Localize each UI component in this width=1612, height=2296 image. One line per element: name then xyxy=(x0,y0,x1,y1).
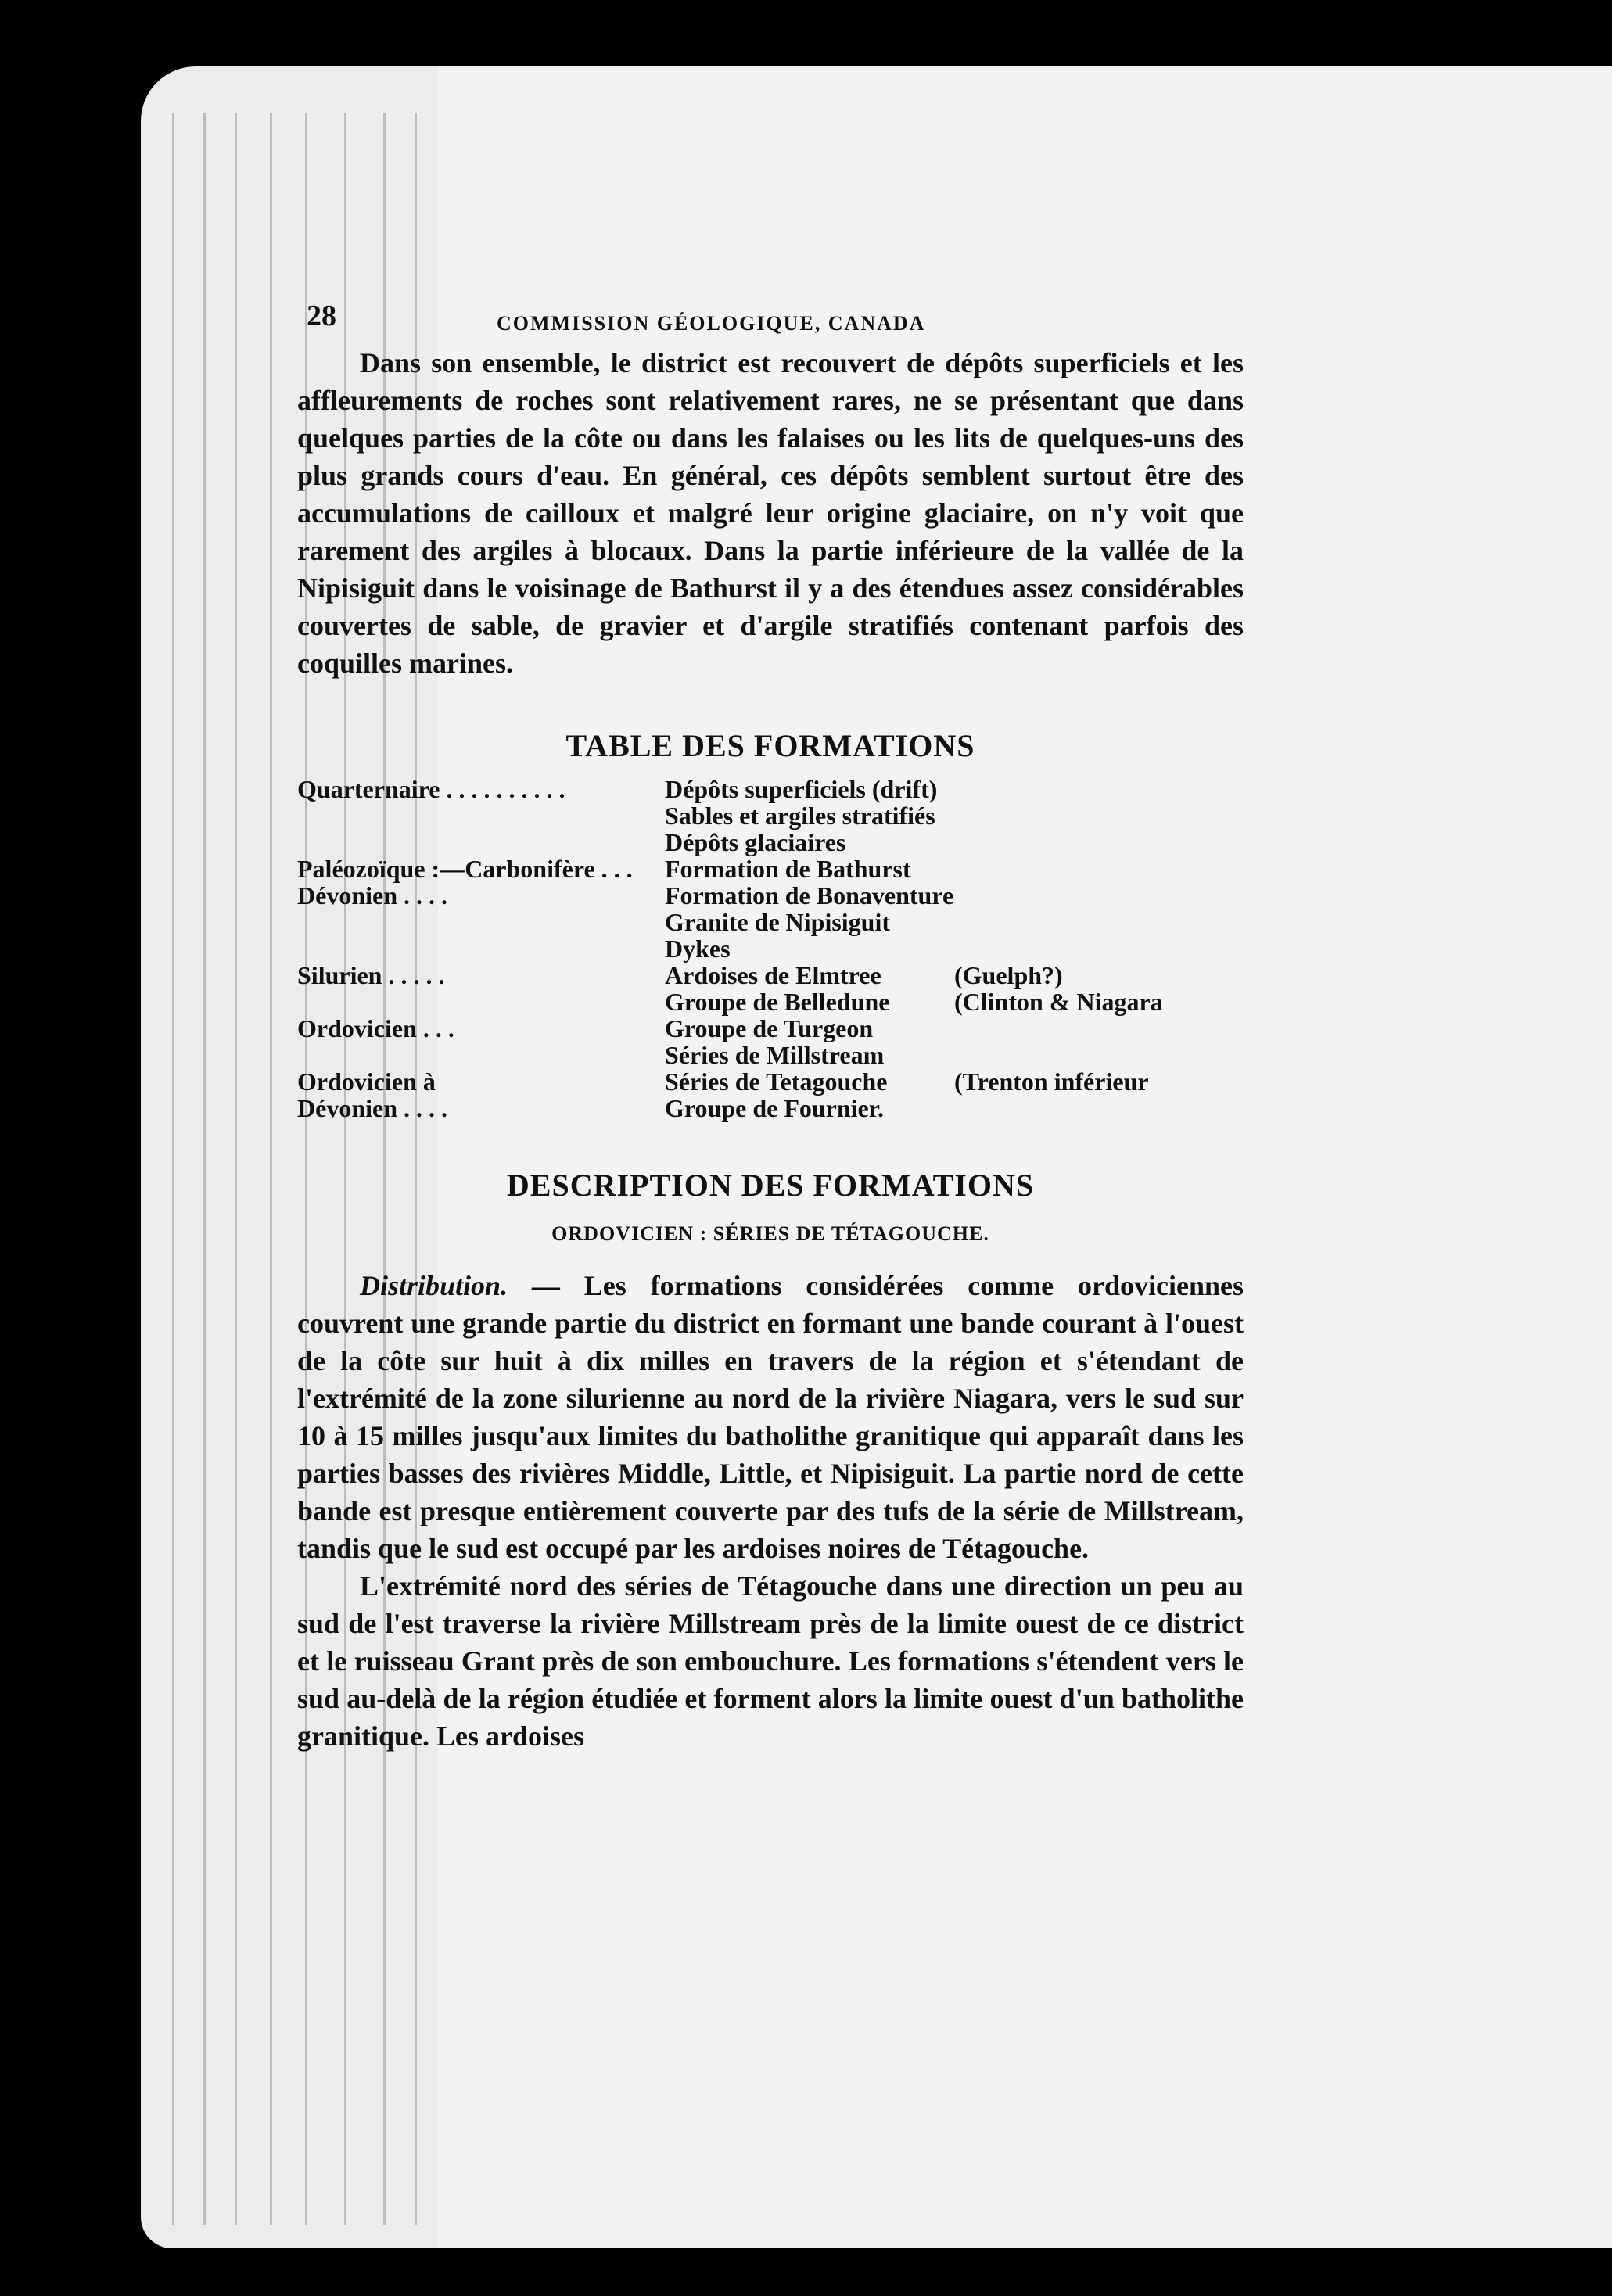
formation-correlation xyxy=(954,935,1163,962)
formation-correlation xyxy=(954,1042,1163,1068)
formations-table xyxy=(297,776,1163,1121)
formation-period: Paléozoïque :—Carbonifère . . . xyxy=(297,855,633,883)
formation-name: Groupe de Fournier. xyxy=(665,1094,885,1122)
formation-name: Groupe de Turgeon xyxy=(665,1014,874,1042)
formation-name: Formation de Bonaventure xyxy=(665,881,954,909)
formation-period xyxy=(297,935,665,962)
table-row xyxy=(297,776,1163,802)
description-subtitle: ORDOVICIEN : SÉRIES DE TÉTAGOUCHE. xyxy=(551,1222,989,1245)
formation-correlation xyxy=(954,909,1163,935)
table-row xyxy=(297,1095,1163,1121)
table-row xyxy=(297,962,1163,988)
formation-name: Séries de Millstream xyxy=(665,1041,885,1069)
formation-period: Silurien . . . . . xyxy=(297,961,445,989)
table-row xyxy=(297,988,1163,1015)
table-title: TABLE DES FORMATIONS xyxy=(565,728,975,763)
formation-name: Ardoises de Elmtree xyxy=(665,961,881,989)
running-title: COMMISSION GÉOLOGIQUE, CANADA xyxy=(497,312,926,335)
page-content xyxy=(297,289,1244,1755)
formation-correlation xyxy=(954,829,1163,856)
formation-name: Groupe de Belledune xyxy=(665,988,890,1016)
intro-paragraph: Dans son ensemble, le district est recouvert de dépôts superficiels et les affleurements de roches sont relativement rares, ne se présentant que dans quelques parties de la côte ou dans les falaises ou les lits de quelques-uns des plus grands cours d'eau. En général, ces dépôts semblent surtout être des accumulations de cailloux et malgré leur origine glaciaire, on n'y voit que rarement des argiles à blocaux. Dans la partie inférieure de la vallée de la Nipisiguit dans le voisinage de Bathurst il y a des étendues assez considérables couvertes de sable, de gravier et d'argile stratifiés contenant parfois des coquilles marines. xyxy=(297,347,1244,679)
formation-period: Dévonien . . . . xyxy=(297,1094,447,1122)
formation-correlation: (Clinton & Niagara xyxy=(954,988,1163,1016)
formation-correlation xyxy=(954,1095,1163,1121)
formation-period: Quarternaire . . . . . . . . . . xyxy=(297,775,565,803)
page-leaf xyxy=(203,113,206,2225)
page-leaf xyxy=(235,113,237,2225)
formation-period: Dévonien . . . . xyxy=(297,881,447,909)
table-row xyxy=(297,1015,1163,1042)
distribution-text: — Les formations considérées comme ordoviciennes couvrent une grande partie du district en formant une bande courant à l'ouest de la côte sur huit à dix milles en travers de la région et s'étendant de l'extrémité de la zone silurienne au nord de la rivière Niagara, vers le sud sur 10 à 15 milles jusqu'aux limites du batholithe granitique qui apparaît dans les parties basses des rivières Middle, Little, et Nipisiguit. La partie nord de cette bande est presque entièrement couverte par des tufs de la série de Millstream, tandis que le sud est occupé par les ardoises noires de Tétagouche. xyxy=(297,1270,1244,1564)
table-row xyxy=(297,935,1163,962)
formation-correlation xyxy=(954,856,1163,882)
distribution-label: Distribution. xyxy=(360,1270,508,1301)
page-number: 28 xyxy=(307,300,336,332)
page-leaf xyxy=(270,113,272,2225)
formation-name: Formation de Bathurst xyxy=(665,855,911,883)
formation-period xyxy=(297,802,665,829)
formation-name: Sables et argiles stratifiés xyxy=(665,802,935,830)
formation-period: Ordovicien à xyxy=(297,1067,436,1096)
closing-paragraph: L'extrémité nord des séries de Tétagouche dans une direction un peu au sud de l'est traverse la rivière Millstream près de la limite ouest de ce district et le ruisseau Grant près de son embouchure. Les formations s'étendent vers le sud au-delà de la région étudiée et forment alors la limite ouest d'un batholithe granitique. Les ardoises xyxy=(297,1570,1244,1752)
table-row xyxy=(297,829,1163,856)
formation-correlation xyxy=(954,882,1163,909)
page-leaf xyxy=(172,113,174,2225)
formation-correlation xyxy=(954,802,1163,829)
table-row xyxy=(297,1068,1163,1095)
page-header xyxy=(297,289,1244,344)
formation-period xyxy=(297,909,665,935)
formation-name: Séries de Tetagouche xyxy=(665,1067,888,1096)
description-title: DESCRIPTION DES FORMATIONS xyxy=(506,1168,1035,1203)
table-row xyxy=(297,802,1163,829)
formation-correlation xyxy=(954,1015,1163,1042)
table-row xyxy=(297,856,1163,882)
formation-correlation: (Guelph?) xyxy=(954,961,1063,989)
formation-correlation: (Trenton inférieur xyxy=(954,1067,1149,1096)
formation-name: Dépôts superficiels (drift) xyxy=(665,775,938,803)
distribution-paragraph xyxy=(297,1267,1244,1567)
formation-name: Dykes xyxy=(665,935,731,963)
formation-period xyxy=(297,829,665,856)
formation-period: Ordovicien . . . xyxy=(297,1014,454,1042)
formation-period xyxy=(297,1042,665,1068)
table-row xyxy=(297,882,1163,909)
formation-name: Granite de Nipisiguit xyxy=(665,908,891,936)
table-row xyxy=(297,1042,1163,1068)
formation-name: Dépôts glaciaires xyxy=(665,828,846,856)
formation-period xyxy=(297,988,665,1015)
table-row xyxy=(297,909,1163,935)
formation-correlation xyxy=(954,776,1163,802)
